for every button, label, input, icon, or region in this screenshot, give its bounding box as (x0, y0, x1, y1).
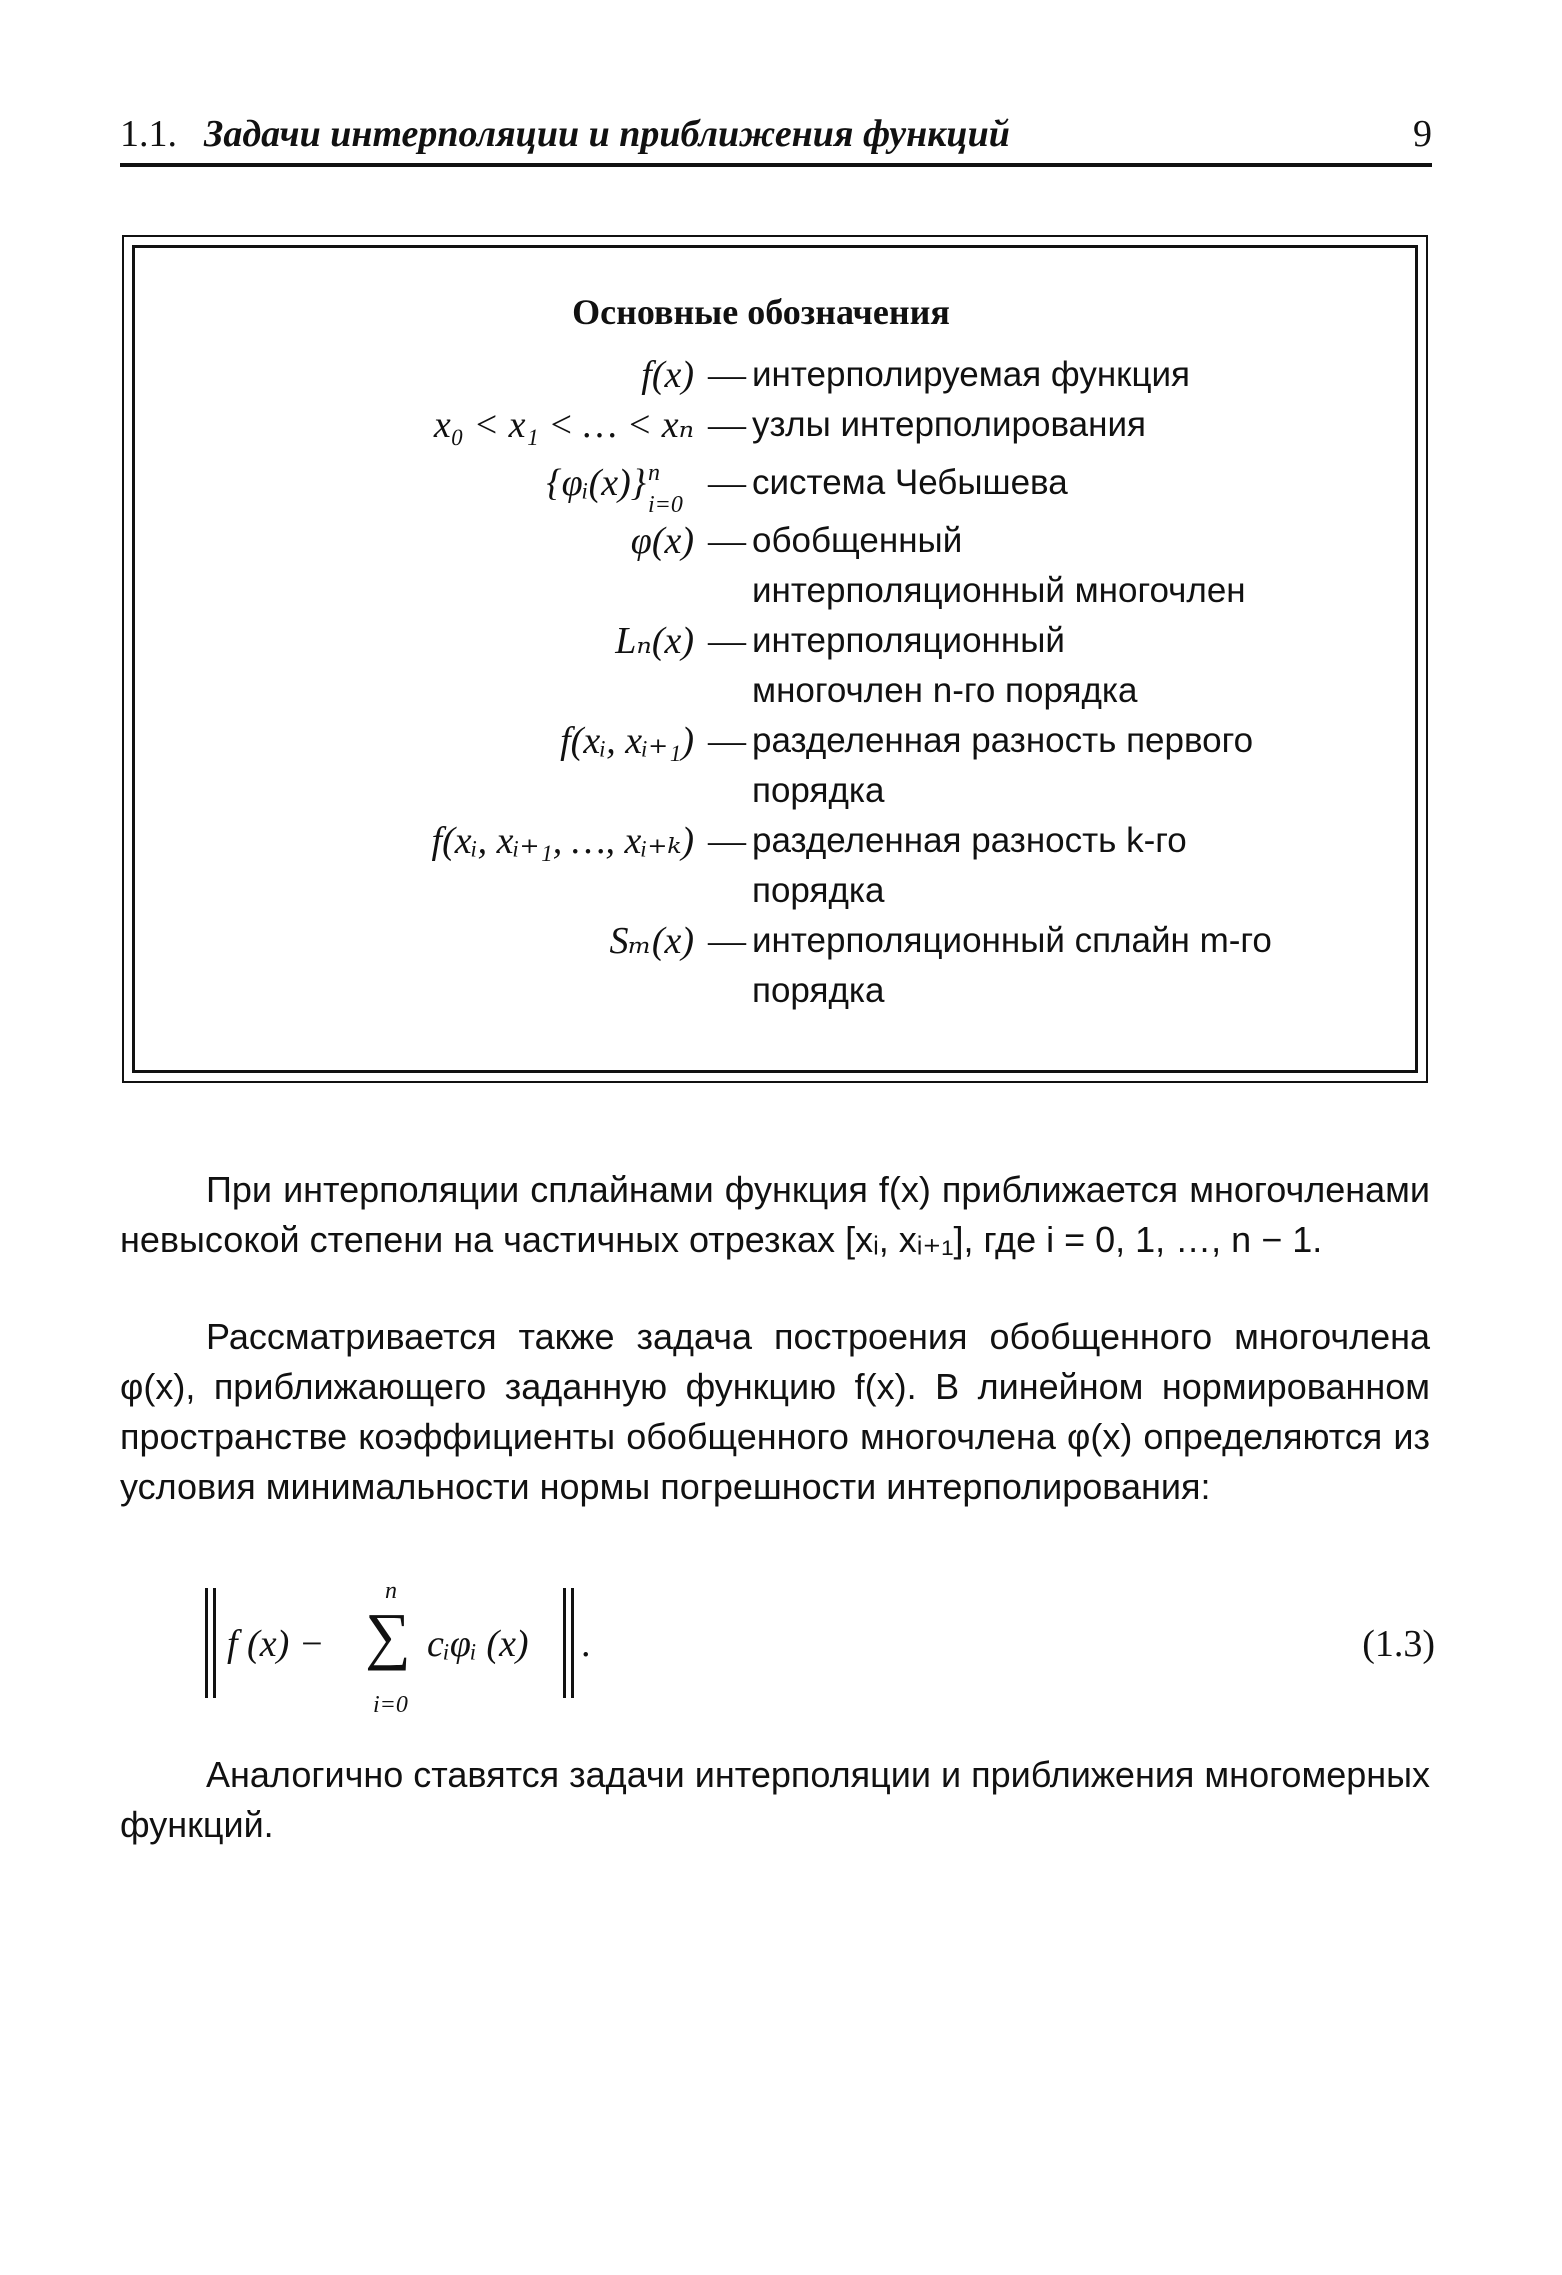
running-header (120, 110, 1432, 158)
notation-symbol: φ(x) (630, 520, 694, 562)
notation-row (200, 616, 1380, 716)
notation-description-line: интерполяционный (752, 621, 1065, 660)
notation-symbol-sub: i=0 (648, 492, 683, 518)
notation-symbol: Sₘ(x) (609, 920, 694, 962)
notation-row (200, 816, 1380, 916)
notation-symbol: f(x) (641, 354, 694, 396)
notation-description-line: интерполяционный сплайн m-го (752, 921, 1272, 960)
paragraph-text: Рассматривается также задача построения обобщенного многочлена φ(x), приближающего заданную функцию f(x). В линейном нормированном пространстве коэффициенты обобщенного многочлена φ(x) определяются из условия минимальности нормы погрешности интерполирования: (120, 1316, 1430, 1507)
sum-upper-limit: n (385, 1578, 397, 1604)
notation-description-line: интерполяционный многочлен (752, 571, 1246, 610)
notation-dash: — (708, 820, 746, 862)
notation-symbol-limits (646, 458, 694, 518)
notation-description-line: разделенная разность k-го (752, 821, 1187, 860)
notation-description-line: разделенная разность первого (752, 721, 1254, 760)
notation-dash: — (708, 520, 746, 562)
page-number: 9 (1413, 113, 1432, 155)
norm-bar (563, 1588, 566, 1698)
formula-trailing-period: . (581, 1623, 591, 1665)
equation-number: (1.3) (1362, 1623, 1435, 1665)
section-number: 1.1. (120, 113, 177, 155)
notation-symbol-sup: n (648, 460, 660, 486)
notation-description (752, 716, 1312, 816)
notation-symbol: f(xᵢ, xᵢ₊₁, …, xᵢ₊ₖ) (431, 820, 694, 862)
notation-row (200, 450, 1380, 516)
notation-description-line: порядка (752, 771, 885, 810)
notation-description-line: узлы интерполирования (752, 405, 1146, 444)
paragraph-text: Аналогично ставятся задачи интерполяции и приближения многомерных функций. (120, 1754, 1430, 1845)
formula-right: cᵢφᵢ (x) (427, 1623, 529, 1665)
notation-description-line: многочлен n-го порядка (752, 671, 1138, 710)
notation-dash: — (708, 620, 746, 662)
notation-dash: — (708, 354, 746, 396)
notation-row (200, 916, 1380, 1016)
notation-description (752, 916, 1312, 1016)
norm-bar (213, 1588, 216, 1698)
notation-dash: — (708, 404, 746, 446)
formula-1-3 (205, 1578, 1435, 1728)
notation-description-line: система Чебышева (752, 463, 1068, 502)
notation-description-line: порядка (752, 871, 885, 910)
notation-description (752, 816, 1312, 916)
notation-list (200, 350, 1380, 1016)
notation-dash: — (708, 720, 746, 762)
notation-description-line: порядка (752, 971, 885, 1010)
notation-description (752, 516, 1312, 616)
paragraph (120, 1165, 1430, 1265)
notation-symbol: x₀ < x₁ < … < xₙ (433, 404, 694, 446)
notation-description (752, 458, 1312, 508)
notation-dash: — (708, 920, 746, 962)
notation-symbol (200, 458, 708, 518)
section-title: Задачи интерполяции и приближения функций (204, 113, 1010, 155)
paragraph (120, 1750, 1430, 1850)
notation-dash: — (708, 462, 746, 504)
norm-bar (571, 1588, 574, 1698)
paragraph (120, 1312, 1430, 1512)
header-rule (120, 163, 1432, 167)
notation-row (200, 400, 1380, 450)
notation-description (752, 400, 1312, 450)
notation-row (200, 516, 1380, 616)
sum-lower-limit: i=0 (373, 1692, 408, 1718)
notation-box-title: Основные обозначения (572, 292, 950, 332)
notation-row (200, 350, 1380, 400)
sum-symbol: ∑ (365, 1600, 411, 1671)
notation-description (752, 616, 1312, 716)
norm-bar (205, 1588, 208, 1698)
notation-symbol: Lₙ(x) (615, 620, 694, 662)
notation-description-line: интерполируемая функция (752, 355, 1191, 394)
notation-description (752, 350, 1312, 400)
notation-description-line: обобщенный (752, 521, 963, 560)
notation-symbol-main: {φᵢ(x)} (546, 462, 646, 504)
notation-symbol: f(xᵢ, xᵢ₊₁) (560, 720, 694, 762)
formula-left: f (x) − (227, 1623, 325, 1665)
notation-row (200, 716, 1380, 816)
paragraph-text: При интерполяции сплайнами функция f(x) приближается многочленами невысокой степени на частичных отрезках [xᵢ, xᵢ₊₁], где i = 0, 1, …, n − 1. (120, 1169, 1430, 1260)
